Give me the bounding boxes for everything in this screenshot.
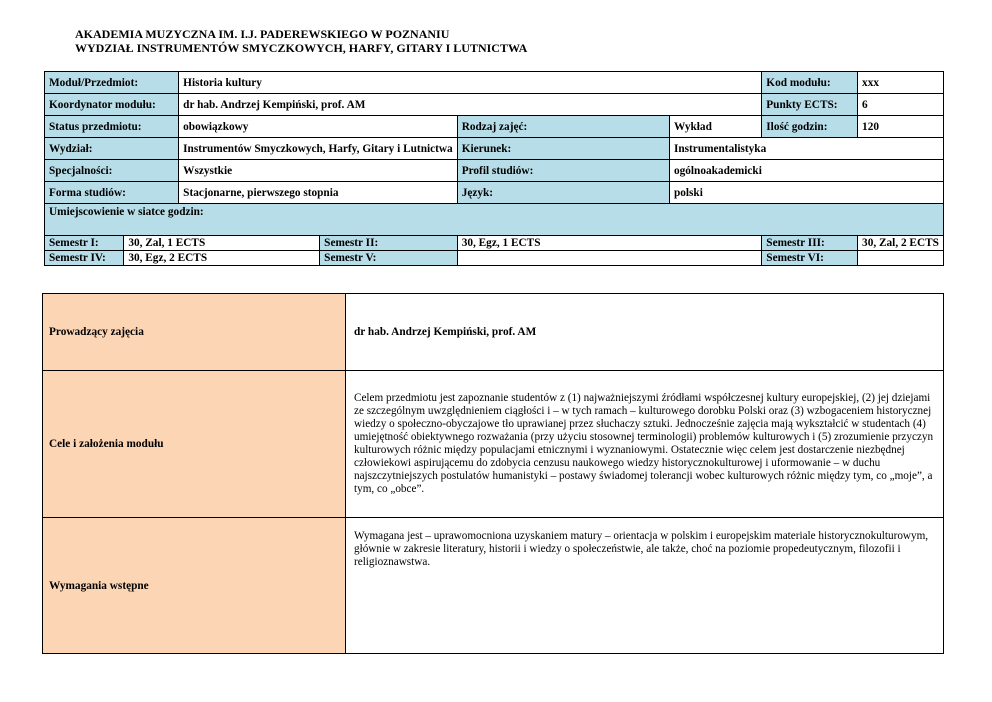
semester-3-value: 30, Zal, 2 ECTS [858,236,944,251]
koordynator-value: dr hab. Andrzej Kempiński, prof. AM [179,94,762,116]
semester-2-value: 30, Egz, 1 ECTS [457,236,762,251]
semester-row [45,236,944,251]
cele-label: Cele i założenia modułu [43,371,346,518]
specjalnosci-label: Specjalności: [45,160,179,182]
academy-name: AKADEMIA MUZYCZNA IM. I.J. PADEREWSKIEGO W POZNANIU [75,27,450,41]
profil-label: Profil studiów: [457,160,669,182]
kierunek-label: Kierunek: [457,138,669,160]
kod-value: xxx [858,72,944,94]
rodzaj-value: Wykład [669,116,761,138]
cele-value: Celem przedmiotu jest zapoznanie studentów z (1) najważniejszymi źródłami współczesnej kultury europejskiej, (2) jej dziejami ze szczególnym uwzględnieniem ciągłości i – w tych ramach – kulturowego dorobku Polski oraz (3) wzbogaceniem historycznej wiedzy o społeczno-obyczajowe tło uprawianej przez słuchaczy sztuki. Jednocześnie zajęcia mają wykształcić w studentach (4) umiejętność obiektywnego rozważania (przy użyciu stosownej terminologii) problemów kulturowych i (5) zrozumienie przyczyn kulturowych różnic między populacjami etnicznymi i wyznaniowymi. Ostatecznie więc celem jest dostarczenie niezbędnej człowiekowi aspirującemu do zdobycia cenzusu naukowego wiedzy historycznokulturowej i uformowanie – w duchu najszczytniejszych postulatów humanistyki – postawy świadomej tolerancji wobec kulturowych różnic między tym, co „moje”, a tym, co „obce”. [346,371,944,518]
koordynator-label: Koordynator modułu: [45,94,179,116]
info-row [45,182,944,204]
wydzial-value: Instrumentów Smyczkowych, Harfy, Gitary i Lutnictwa [179,138,458,160]
umiejscowienie-label: Umiejscowienie w siatce godzin: [45,204,944,236]
profil-value: ogólnoakademicki [669,160,943,182]
details-row [43,518,944,654]
status-label: Status przedmiotu: [45,116,179,138]
modul-value: Historia kultury [179,72,762,94]
semester-6-value [858,251,944,266]
prowadzacy-value: dr hab. Andrzej Kempiński, prof. AM [346,294,944,371]
semester-5-label: Semestr V: [320,251,458,266]
semester-3-label: Semestr III: [762,236,858,251]
info-row [45,138,944,160]
wymagania-label: Wymagania wstępne [43,518,346,654]
jezyk-label: Język: [457,182,669,204]
godzin-label: Ilość godzin: [762,116,858,138]
jezyk-value: polski [669,182,943,204]
modul-label: Moduł/Przedmiot: [45,72,179,94]
semester-4-value: 30, Egz, 2 ECTS [124,251,320,266]
rodzaj-label: Rodzaj zajęć: [457,116,669,138]
wydzial-label: Wydział: [45,138,179,160]
ects-value: 6 [858,94,944,116]
details-row [43,294,944,371]
ects-label: Punkty ECTS: [762,94,858,116]
semester-1-value: 30, Zal, 1 ECTS [124,236,320,251]
wymagania-value: Wymagana jest – uprawomocniona uzyskaniem matury – orientacja w polskim i europejskim materiale historycznokulturowym, głównie w zakresie literatury, historii i wiedzy o społeczeństwie, ale także, choć na poziomie propedeutycznym, filozofii i religioznawstwa. [346,518,944,654]
godzin-value: 120 [858,116,944,138]
specjalnosci-value: Wszystkie [179,160,458,182]
prowadzacy-label: Prowadzący zajęcia [43,294,346,371]
status-value: obowiązkowy [179,116,458,138]
document-header [75,27,527,55]
semester-1-label: Semestr I: [45,236,124,251]
semester-6-label: Semestr VI: [762,251,858,266]
info-row [45,160,944,182]
faculty-name: WYDZIAŁ INSTRUMENTÓW SMYCZKOWYCH, HARFY, GITARY I LUTNICTWA [75,41,528,55]
semester-4-label: Semestr IV: [45,251,124,266]
semester-5-value [457,251,762,266]
semester-2-label: Semestr II: [320,236,458,251]
info-row [45,94,944,116]
info-row [45,116,944,138]
semester-row [45,251,944,266]
kierunek-value: Instrumentalistyka [669,138,943,160]
forma-value: Stacjonarne, pierwszego stopnia [179,182,458,204]
module-details-table [42,293,944,654]
kod-label: Kod modułu: [762,72,858,94]
forma-label: Forma studiów: [45,182,179,204]
info-row [45,204,944,236]
module-info-table [44,71,944,266]
details-row [43,371,944,518]
info-row [45,72,944,94]
